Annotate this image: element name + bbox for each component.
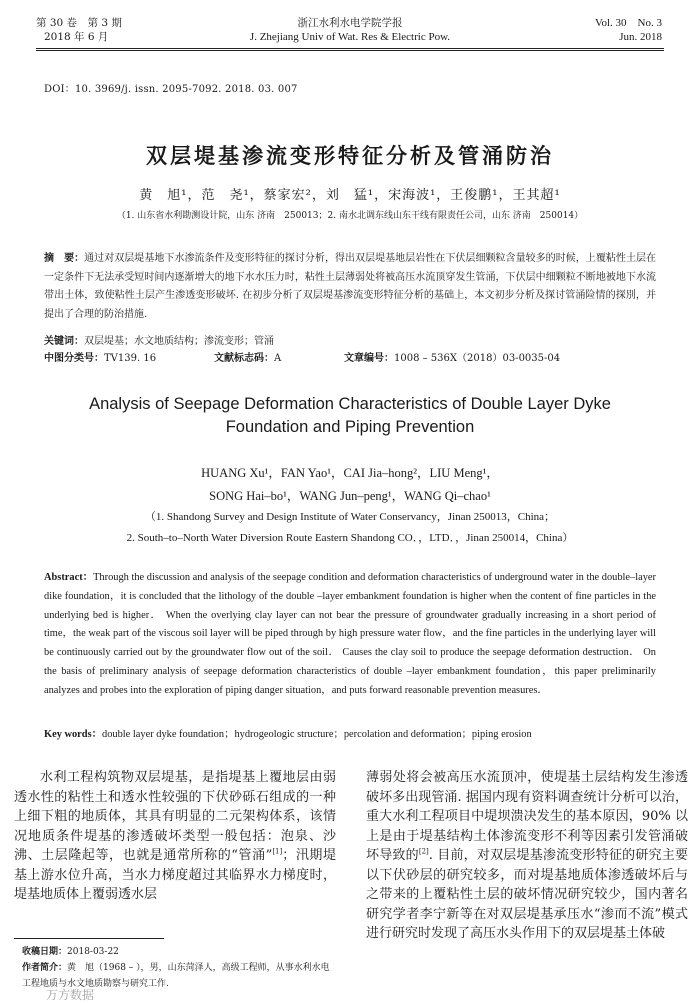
volume-issue: 第 30 卷 第 3 期 xyxy=(36,17,122,29)
body-right-tail: . 目前，对双层堤基渗流变形特征的研究主要以下伏砂层的研究较多，而对堤基地质体渗透破坏后与之带来的上覆粘性土层的破坏情况研究较少，国内著名研究学者李宁新等在对双层堤基承压水“渗而不流”模式进行研究时发现了高压水头作用下的双层堤基土体破 xyxy=(366,848,688,941)
authors-en xyxy=(60,462,640,508)
journal-name-en: J. Zhejiang Univ of Wat. Res & Electric Pow. xyxy=(249,31,451,43)
affiliations-en xyxy=(60,507,640,549)
abstract-en-label: Abstract： xyxy=(44,572,94,583)
keywords-en-label: Key words： xyxy=(44,729,103,740)
doc-code-value: A xyxy=(274,353,282,364)
clc-number xyxy=(44,350,156,367)
keywords-en xyxy=(44,726,656,743)
body-column-left xyxy=(14,768,336,905)
paper-title-cn: 双层堤基渗流变形特征分析及管涌防治 xyxy=(146,144,554,168)
citation-ref-2[interactable]: [2] xyxy=(418,847,429,856)
abstract-cn-text: 通过对双层堤基地下水渗流条件及变形特征的探讨分析，得出双层堤基地层岩性在下伏层细颗粒含量较多的时候，上覆粘性土层在一定条件下无法承受短时间内逐渐增大的地下水水压力时，粘性土层薄弱处将被高压水流顶穿发生管涌，下伏层中细颗粒不断地被地下水流带出土体，致使粘性土层产生渗透变形破坏. 在初步分析了双层堤基渗流变形特征分析的基础上，本文初步分析及探讨管涌险情的探別，并提出了合理的防治措施. xyxy=(44,253,657,320)
journal-name xyxy=(160,16,540,44)
volume-issue-en: Vol. 30 No. 3 xyxy=(594,17,662,29)
affiliations-en-line2: 2. South–to–North Water Diversion Route Eastern Shandong CO．，LTD．，Jinan 250014，China） xyxy=(126,532,574,544)
paper-title-en-line1: Analysis of Seepage Deformation Characteristics of Double Layer Dyke xyxy=(89,395,611,413)
header-rule-top xyxy=(36,48,664,49)
abstract-cn-label: 摘 要： xyxy=(44,253,85,264)
journal-name-cn: 浙江水利水电学院学报 xyxy=(297,17,403,29)
keywords-cn-label: 关键词： xyxy=(44,336,84,347)
footnote xyxy=(14,944,336,992)
keywords-cn xyxy=(44,333,656,350)
article-number-value: 1008 – 536X（2018）03-0035-04 xyxy=(394,353,561,364)
received-value: 2018-03-22 xyxy=(67,947,119,957)
citation-ref-1[interactable]: [1] xyxy=(272,847,283,856)
authors-en-line2: SONG Hai–bo¹，WANG Jun–peng¹，WANG Qi–chao¹ xyxy=(209,489,491,503)
abstract-cn xyxy=(44,250,656,324)
keywords-en-text: double layer dyke foundation；hydrogeologic structure；percolation and deformation；piping erosion xyxy=(102,729,532,740)
body-left-tail: ；汛期堤基上游水位升高，当水力梯度超过其临界水力梯度时，堤基地质体上覆弱透水层 xyxy=(14,848,336,902)
article-number xyxy=(344,350,560,367)
journal-issue-info xyxy=(36,16,122,44)
article-number-label: 文章编号： xyxy=(344,353,394,364)
paper-title-en xyxy=(60,393,640,439)
publication-date-en: Jun. 2018 xyxy=(619,31,662,43)
journal-volume-en xyxy=(595,16,662,44)
footnote-rule xyxy=(14,938,164,939)
paper-title-en-line2: Foundation and Piping Prevention xyxy=(225,418,475,436)
authors-en-line1: HUANG Xu¹，FAN Yao¹，CAI Jia–hong²，LIU Meng¹， xyxy=(201,466,499,480)
abstract-en xyxy=(44,569,656,700)
bio-text: 黄 旭（1968 – ），男，山东菏泽人，高级工程师，从事水利水电工程地质与水文地质勘察与研究工作. xyxy=(22,963,330,989)
keywords-cn-text: 双层堤基；水文地质结构；渗流变形；管涌 xyxy=(84,336,274,347)
doc-code-label: 文献标志码： xyxy=(214,353,274,364)
doi: DOI：10. 3969/j. issn. 2095-7092. 2018. 03. 007 xyxy=(44,84,298,95)
affiliations-en-line1: （1. Shandong Survey and Design Institute of Water Conservancy，Jinan 250013，China； xyxy=(144,511,556,523)
body-paragraph-right xyxy=(366,768,688,944)
bio-label: 作者简介： xyxy=(22,963,68,973)
body-left-text: 水利工程构筑物双层堤基，是指堤基上覆地层由弱透水性的粘性土和透水性较强的下伏砂砾石组成的一种上细下粗的地质体，其具有明显的二元架构体系，该情况地质条件堤基的渗透破坏类型一般包括：泡泉、沙沸、土层隆起等，也就是通常所称的“管涌” xyxy=(14,770,336,863)
clc-value: TV139. 16 xyxy=(104,353,157,364)
received-label: 收稿日期： xyxy=(22,947,68,957)
affiliations-cn: （1. 山东省水利勘测设计院，山东 济南 250013；2. 南水北调东线山东干线有限责任公司，山东 济南 250014） xyxy=(116,211,584,221)
received-date xyxy=(14,944,336,960)
body-right-text: 薄弱处将会被高压水流顶冲，使堤基土层结构发生渗透破坏多出现管涌. 据国内现有资料调查统计分析可以治，重大水利工程项目中堤坝溃决发生的基本原因，90% 以上是由于堤基结构土体渗流变形不利等因素引发管涌破坏导致的 xyxy=(366,770,688,863)
authors-cn: 黄 旭¹，范 尧¹，蔡家宏²，刘 猛¹，宋海波¹，王俊鹏¹，王其超¹ xyxy=(139,188,561,203)
header-rule-bottom xyxy=(36,50,664,51)
clc-label: 中图分类号： xyxy=(44,353,104,364)
abstract-en-text: Through the discussion and analysis of the seepage condition and deformation characteristics of underground water in the double–layer dike foundation，it is concluded that the lithology of the double –layer embankment foundation is higher when the content of fine particles in the underlying bed is higher． When the overlying clay layer can not bear the pressure of groundwater gradually increasing in a short period of time，the weak part of the viscous soil layer will be piped through by high pressure water flow，and the fine particles in the underlying layer will be continuously carried out by the groundwater flow out of the soil． Causes the clay soil to produce the seepage deformation destruction． On the basis of preliminary analysis of seepage deformation characteristics of double –layer embankment foundation，this paper preliminarily analyzes and probes into the exploration of piping danger situation，and puts forward reasonable prevention measures． xyxy=(44,572,656,696)
body-column-right xyxy=(366,768,688,944)
body-paragraph-left xyxy=(14,768,336,905)
watermark: 万方数据 xyxy=(46,988,95,1002)
publication-date-cn: 2018 年 6 月 xyxy=(44,31,109,43)
document-code xyxy=(214,350,281,367)
